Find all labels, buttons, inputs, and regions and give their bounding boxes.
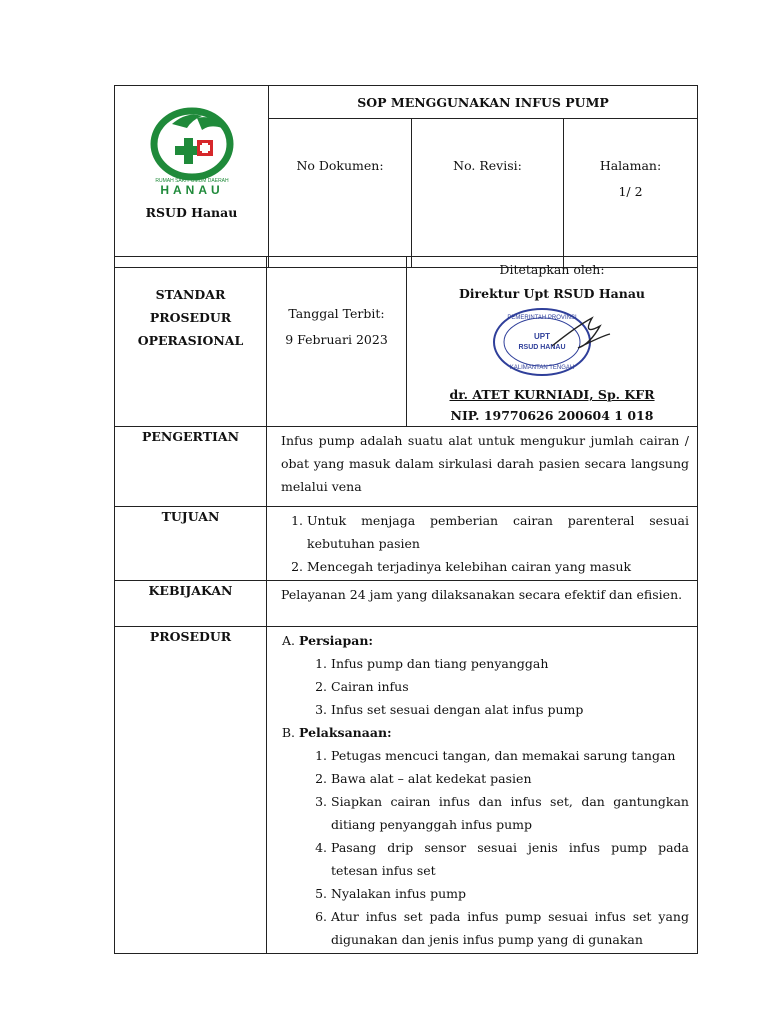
sop-label-cell [115,257,267,427]
pelaksanaan-item: 6. Atur infus set pada infus pump sesuai infus set yang digunakan dan jenis infus pump yang di gunakan [331,905,689,951]
header-table [114,85,698,268]
persiapan-item: 1. Infus pump dan tiang penyanggah [331,652,689,675]
logo-text-top: RUMAH SAKIT UMUM DAERAH [154,178,229,184]
issue-date: 9 Februari 2023 [285,332,388,347]
sop-label-line1: STANDAR [155,287,226,302]
logo-text-main: HANAU [159,183,224,196]
stamp-text-outer: PEMERINTAH PROVINSI [507,315,577,321]
kebijakan-text: Pelayanan 24 jam yang dilaksanakan secara efektif dan efisien. [267,581,698,627]
pelaksanaan-item: 1. Petugas mencuci tangan, dan memakai sarung tangan [331,744,689,767]
tujuan-label: TUJUAN [115,507,267,581]
stamp-text-mid1: UPT [534,332,550,341]
doc-no-cell [269,119,412,268]
revision-label: No. Revisi: [453,158,522,173]
sop-label-line3: OPERASIONAL [137,333,244,348]
approval-cell [407,257,698,427]
prosedur-cell [267,627,698,954]
pelaksanaan-item: 5. Nyalakan infus pump [331,882,689,905]
approved-by-label: Ditetapkan oleh: [499,262,605,277]
approver-title: Direktur Upt RSUD Hanau [458,286,646,301]
pengertian-text: Infus pump adalah suatu alat untuk mengukur jumlah cairan / obat yang masuk dalam sirkulasi darah pasien secara langsung melalui vena [267,427,698,507]
pelaksanaan-item: 2. Bawa alat – alat kedekat pasien [331,767,689,790]
pengertian-label: PENGERTIAN [115,427,267,507]
sop-title: SOP MENGGUNAKAN INFUS PUMP [269,86,698,119]
tujuan-cell [267,507,698,581]
stamp-text-bottom: KALIMANTAN TENGAH [509,365,575,371]
page-value: 1/ 2 [618,184,643,199]
stamp-text-mid2: RSUD HANAU [518,344,566,351]
issue-label: Tanggal Terbit: [288,306,385,321]
doc-no-label: No Dokumen: [296,158,384,173]
persiapan-title: Persiapan: [299,633,374,648]
page-label: Halaman: [599,158,662,173]
kebijakan-label: KEBIJAKAN [115,581,267,627]
page-cell [564,119,698,268]
revision-cell [412,119,564,268]
approver-nip: NIP. 19770626 200604 1 018 [450,408,654,423]
tujuan-item: 2. Mencegah terjadinya kelebihan cairan yang masuk [307,555,689,578]
issue-date-cell [267,257,407,427]
pelaksanaan-item: 4. Pasang drip sensor sesuai jenis infus pump pada tetesan infus set [331,836,689,882]
pelaksanaan-title: Pelaksanaan: [299,725,392,740]
persiapan-item: 2. Cairan infus [331,675,689,698]
sop-label-line2: PROSEDUR [149,310,232,325]
tujuan-item: 1. Untuk menjaga pemberian cairan parenteral sesuai kebutuhan pasien [307,509,689,555]
main-table [114,256,698,954]
pelaksanaan-item: 3. Siapkan cairan infus dan infus set, dan gantungkan ditiang penyanggah infus pump [331,790,689,836]
approver-name: dr. ATET KURNIADI, Sp. KFR [449,387,655,402]
prosedur-label: PROSEDUR [115,627,267,954]
logo-cell [115,86,269,268]
org-name: RSUD Hanau [145,205,238,220]
hospital-logo-icon [142,106,242,196]
persiapan-item: 3. Infus set sesuai dengan alat infus pump [331,698,689,721]
official-stamp-icon [482,306,622,378]
